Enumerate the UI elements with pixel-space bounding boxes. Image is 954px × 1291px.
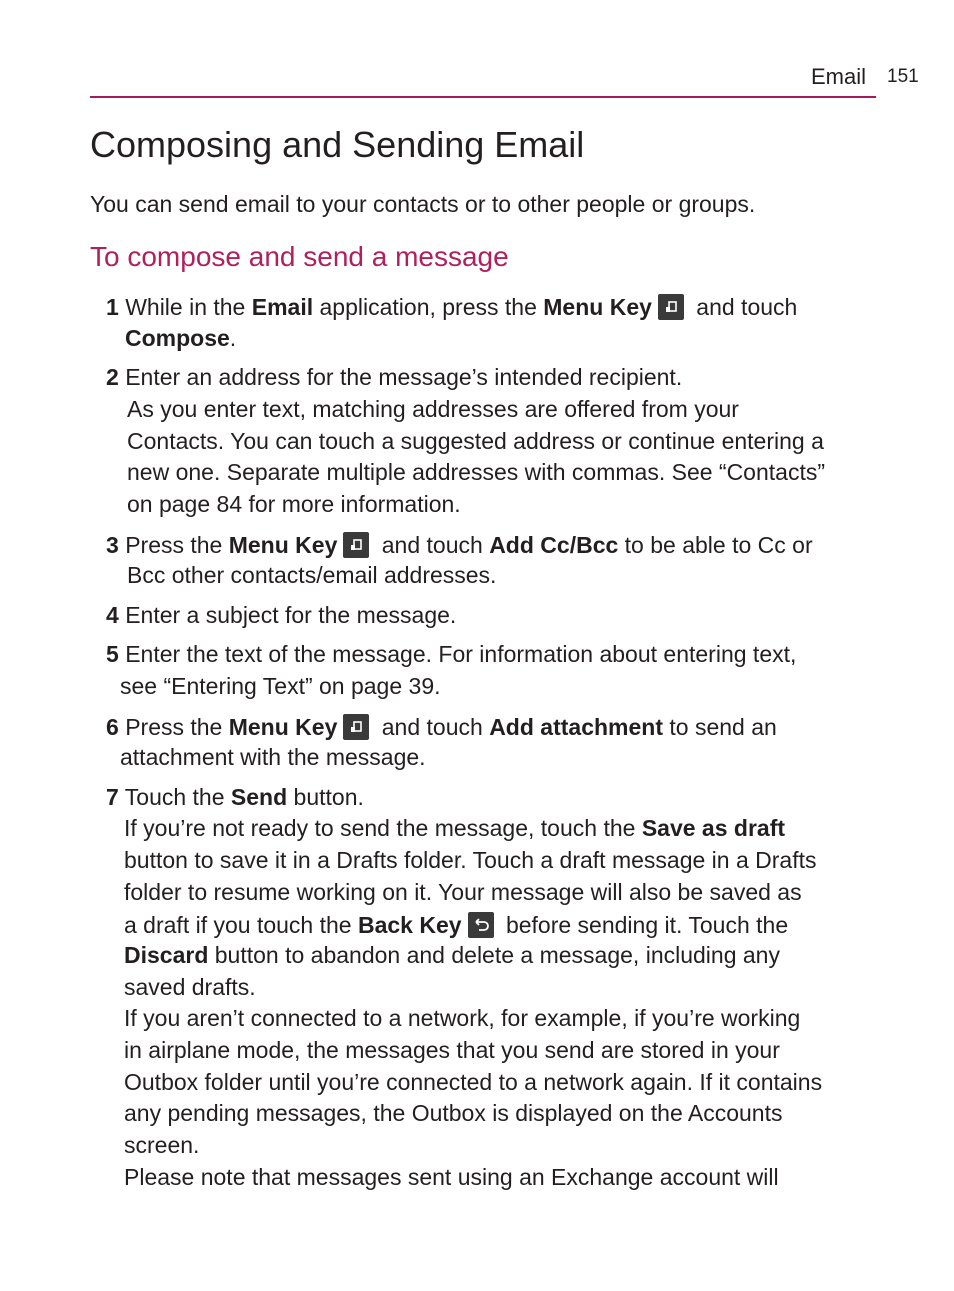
step-number: 6 xyxy=(106,714,119,740)
step-1-line-1: 1 While in the Email application, press the Menu Key and touch xyxy=(106,294,798,320)
step-7-para-2-line-3: Outbox folder until you’re connected to a network again. If it contains xyxy=(124,1069,823,1095)
step-1-line-2: Compose. xyxy=(125,325,237,351)
step-7-para-2-line-2: in airplane mode, the messages that you send are stored in your xyxy=(124,1037,780,1063)
step-7-para-1-line-3: folder to resume working on it. Your message will also be saved as xyxy=(124,879,802,905)
header-section-label: Email xyxy=(810,64,866,89)
step-6-line-2: attachment with the message. xyxy=(120,744,426,770)
step-7-para-1-line-1: If you’re not ready to send the message, touch the Save as draft xyxy=(124,815,786,841)
step-3-line-1: 3 Press the Menu Key and touch Add Cc/Bcc to be able to Cc or xyxy=(106,532,813,558)
step-5-line-2: see “Entering Text” on page 39. xyxy=(120,673,441,699)
step-number: 7 xyxy=(106,784,119,810)
section-subheading: To compose and send a message xyxy=(90,241,509,272)
step-6-line-1: 6 Press the Menu Key and touch Add attachment to send an xyxy=(106,714,777,740)
step-2-line-5: on page 84 for more information. xyxy=(127,491,461,517)
step-7-para-2-line-5: screen. xyxy=(124,1132,200,1158)
step-7-para-1-line-5: Discard button to abandon and delete a message, including any xyxy=(124,942,780,968)
menu-key-icon xyxy=(658,294,684,320)
step-number: 2 xyxy=(106,364,119,390)
step-number: 4 xyxy=(106,602,119,628)
step-7-para-3-line-1: Please note that messages sent using an Exchange account will xyxy=(124,1164,779,1190)
step-3-line-2: Bcc other contacts/email addresses. xyxy=(127,562,497,588)
step-5-line-1: 5 Enter the text of the message. For information about entering text, xyxy=(106,641,797,667)
step-number: 1 xyxy=(106,294,119,320)
step-number: 3 xyxy=(106,532,119,558)
header-divider xyxy=(90,96,876,98)
step-7-para-1-line-2: button to save it in a Drafts folder. Touch a draft message in a Drafts xyxy=(124,847,817,873)
step-7-para-1-line-4: a draft if you touch the Back Key before sending it. Touch the xyxy=(124,912,789,938)
step-4-line-1: 4 Enter a subject for the message. xyxy=(106,602,457,628)
step-7-para-1-line-6: saved drafts. xyxy=(124,974,256,1000)
step-2-line-2: As you enter text, matching addresses are offered from your xyxy=(127,396,739,422)
step-2-line-1: 2 Enter an address for the message’s intended recipient. xyxy=(106,364,683,390)
page-number: 151 xyxy=(887,66,919,87)
intro-paragraph: You can send email to your contacts or to other people or groups. xyxy=(90,191,756,217)
step-7-para-2-line-4: any pending messages, the Outbox is displayed on the Accounts xyxy=(124,1100,783,1126)
step-2-line-4: new one. Separate multiple addresses with commas. See “Contacts” xyxy=(127,459,825,485)
step-7-para-2-line-1: If you aren’t connected to a network, for example, if you’re working xyxy=(124,1005,801,1031)
back-key-icon xyxy=(468,912,494,938)
page-title: Composing and Sending Email xyxy=(90,124,585,165)
menu-key-icon xyxy=(343,714,369,740)
step-number: 5 xyxy=(106,641,119,667)
step-2-line-3: Contacts. You can touch a suggested address or continue entering a xyxy=(127,428,824,454)
step-7-line-1: 7 Touch the Send button. xyxy=(106,784,364,810)
menu-key-icon xyxy=(343,532,369,558)
